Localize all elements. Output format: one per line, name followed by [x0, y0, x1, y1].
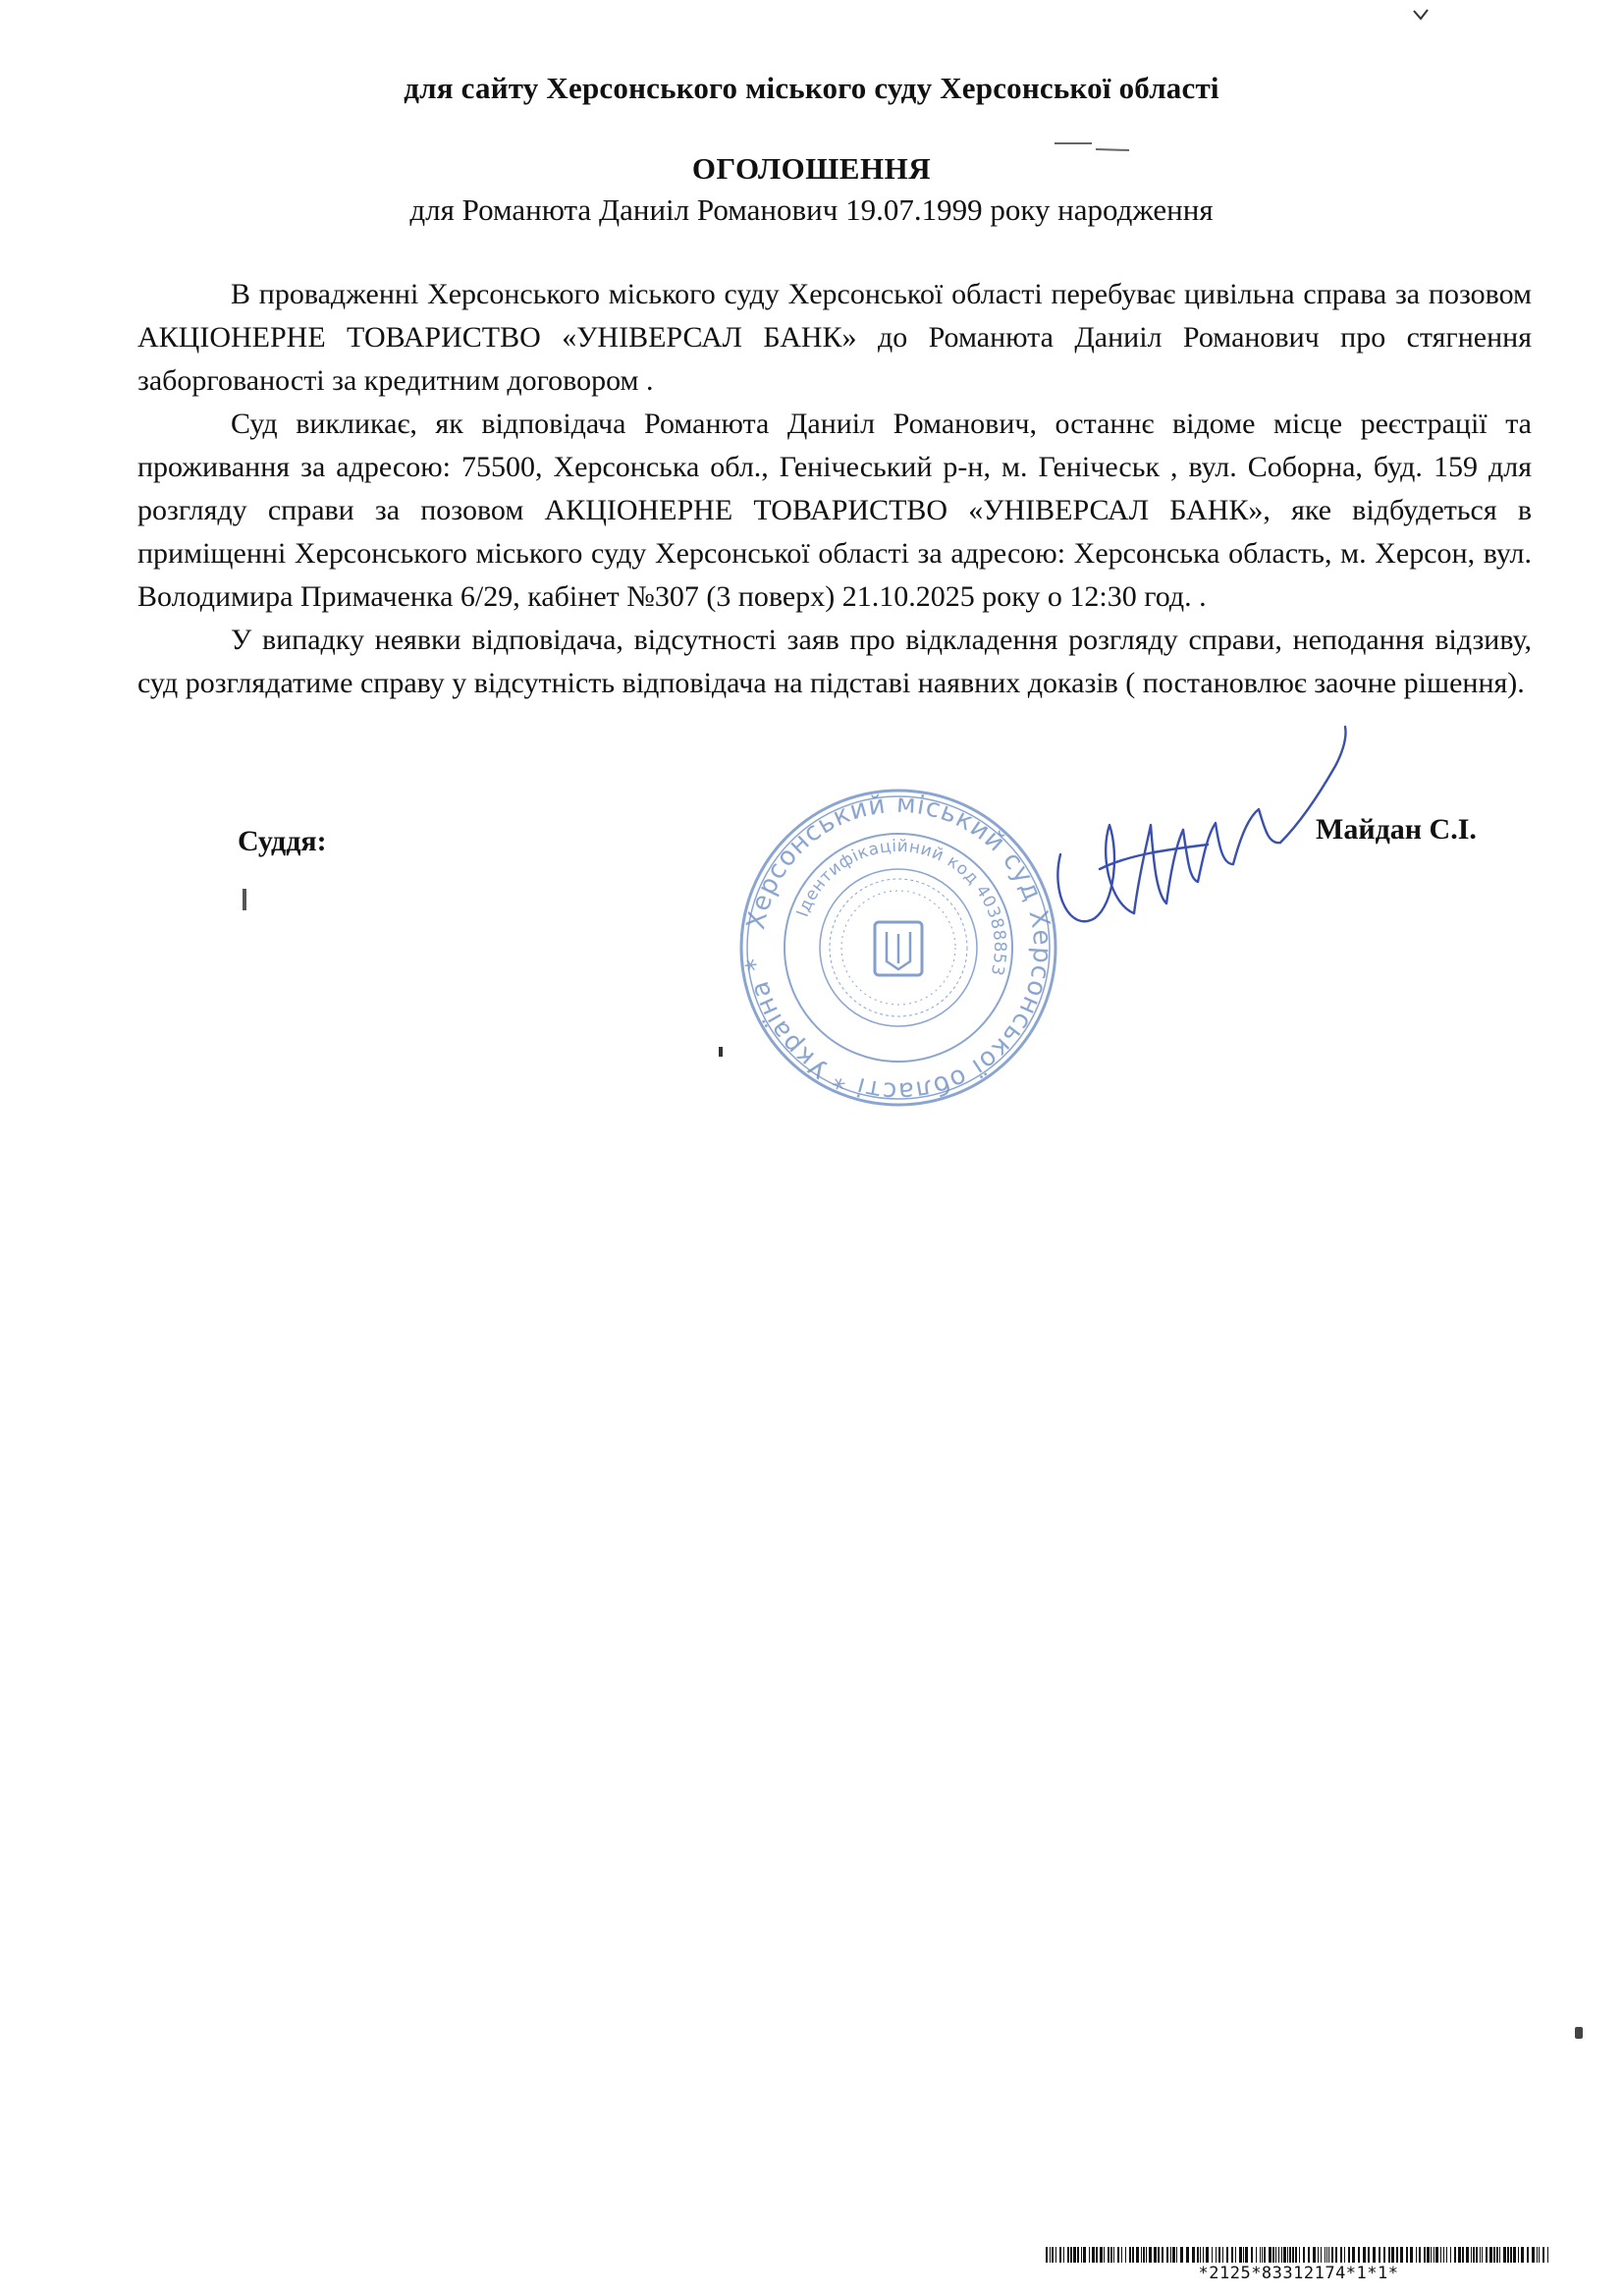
barcode-bar	[1239, 2247, 1242, 2263]
document-subtitle: для Романюта Даниіл Романович 19.07.1999 року народження	[409, 192, 1214, 227]
barcode-bar	[1146, 2247, 1147, 2263]
court-stamp	[731, 781, 1065, 1115]
barcode-bar	[1180, 2247, 1183, 2263]
barcode-bar	[1092, 2247, 1095, 2263]
barcode-bar	[1431, 2247, 1432, 2263]
barcode-bar	[1275, 2247, 1276, 2263]
barcode-bar	[1527, 2247, 1529, 2263]
scan-mark	[243, 889, 246, 910]
barcode-bar	[1081, 2247, 1082, 2263]
barcode-bar	[1518, 2247, 1519, 2263]
barcode-bar	[1117, 2247, 1119, 2263]
barcode-bar	[1206, 2247, 1209, 2263]
barcode-bar	[1287, 2247, 1288, 2263]
barcode-bar	[1132, 2247, 1134, 2263]
barcode-bar	[1400, 2247, 1403, 2263]
barcode-bar	[1260, 2247, 1261, 2263]
barcode-bar	[1521, 2247, 1524, 2263]
barcode-bar	[1083, 2247, 1086, 2263]
barcode-bar	[1096, 2247, 1098, 2263]
barcode-bar	[1416, 2247, 1417, 2263]
barcode-bar	[1331, 2247, 1333, 2263]
barcode-bar	[1547, 2247, 1548, 2263]
barcode-bar	[1379, 2247, 1380, 2263]
judge-signature	[1041, 707, 1355, 962]
barcode-bar	[1340, 2247, 1342, 2263]
barcode-bar	[1299, 2247, 1300, 2263]
scan-mark	[719, 1047, 723, 1057]
barcode-bar	[1537, 2247, 1538, 2263]
paragraph-summons: Суд викликає, як відповідача Романюта Даниіл Романович, останнє відоме місце реєстрації та проживання за адресою: 75500, Херсонська обл., Генічеський р-н, м. Генічеськ , вул. Соборна, буд. 159 для розгляду справи за позовом АКЦІОНЕРНЕ ТОВАРИСТВО «УНІВЕРСАЛ БАНК», яке відбудеться в приміщенні Херсонського міського суду Херсонської області за адресою: Херсонська область, м. Херсон, вул. Володимира Примаченка 6/29, кабінет №307 (3 поверх) 21.10.2025 року о 12:30 год. .	[137, 408, 1532, 613]
barcode-bar	[1170, 2247, 1171, 2263]
barcode-bar	[1143, 2247, 1145, 2263]
barcode-bar	[1154, 2247, 1157, 2263]
barcode-bar	[1328, 2247, 1329, 2263]
barcode-bar	[1073, 2247, 1076, 2263]
barcode-bar	[1486, 2247, 1488, 2263]
barcode-bar	[1272, 2247, 1274, 2263]
barcode-bar	[1050, 2247, 1051, 2263]
barcode-bar	[1136, 2247, 1139, 2263]
barcode-bar	[1046, 2247, 1048, 2263]
barcode-bar	[1507, 2247, 1509, 2263]
barcode-bar	[1391, 2247, 1394, 2263]
barcode-bar	[1243, 2247, 1244, 2263]
barcode-bar	[1100, 2247, 1103, 2263]
barcode-bar	[1480, 2247, 1481, 2263]
barcode-bar	[1218, 2247, 1220, 2263]
barcode-bar	[1281, 2247, 1282, 2263]
barcode-bar	[1110, 2247, 1112, 2263]
barcode-bar	[1368, 2247, 1370, 2263]
barcode-bar	[1348, 2247, 1350, 2263]
barcode-bar	[1326, 2247, 1327, 2263]
barcode-bar	[1358, 2247, 1360, 2263]
barcode-bar	[1256, 2247, 1257, 2263]
barcode-bar	[1363, 2247, 1366, 2263]
barcode-bar	[1231, 2247, 1233, 2263]
barcode-bar	[1292, 2247, 1294, 2263]
barcode-bar	[1108, 2247, 1109, 2263]
barcode-bar	[1200, 2247, 1201, 2263]
barcode-bar	[1419, 2247, 1421, 2263]
judge-name: Майдан С.І.	[1316, 813, 1477, 846]
barcode-bar	[1212, 2247, 1213, 2263]
barcode-bar	[1278, 2247, 1279, 2263]
barcode-bar	[1373, 2247, 1376, 2263]
barcode-bar	[1513, 2247, 1516, 2263]
barcode-bar	[1383, 2247, 1385, 2263]
announcement-body	[137, 273, 1532, 705]
barcode-bar	[1539, 2247, 1540, 2263]
barcode-bar	[1203, 2247, 1204, 2263]
barcode-bar	[1172, 2247, 1175, 2263]
barcode-bar	[1313, 2247, 1316, 2263]
barcode	[1046, 2247, 1551, 2286]
barcode-bar	[1149, 2247, 1152, 2263]
barcode-bar	[1055, 2247, 1056, 2263]
barcode-bar	[1052, 2247, 1054, 2263]
barcode-bars	[1046, 2247, 1551, 2263]
barcode-bar	[1496, 2247, 1498, 2263]
scan-mark	[1575, 2027, 1583, 2039]
barcode-bar	[1166, 2247, 1168, 2263]
barcode-bar	[1406, 2247, 1408, 2263]
barcode-bar	[1245, 2247, 1248, 2263]
barcode-bar	[1450, 2247, 1451, 2263]
barcode-bar	[1532, 2247, 1535, 2263]
barcode-bar	[1510, 2247, 1512, 2263]
barcode-bar	[1121, 2247, 1122, 2263]
barcode-bar	[1435, 2247, 1438, 2263]
barcode-bar	[1264, 2247, 1266, 2263]
barcode-bar	[1458, 2247, 1461, 2263]
barcode-bar	[1466, 2247, 1469, 2263]
barcode-bar	[1471, 2247, 1472, 2263]
barcode-bar	[1125, 2247, 1126, 2263]
barcode-bar	[1283, 2247, 1286, 2263]
barcode-bar	[1321, 2247, 1322, 2263]
barcode-bar	[1493, 2247, 1495, 2263]
barcode-bar	[1440, 2247, 1441, 2263]
barcode-bar	[1067, 2247, 1069, 2263]
barcode-bar	[1262, 2247, 1263, 2263]
barcode-bar	[1235, 2247, 1236, 2263]
barcode-bar	[1113, 2247, 1114, 2263]
barcode-bar	[1503, 2247, 1506, 2263]
document-title: ОГОЛОШЕННЯ	[691, 151, 932, 186]
barcode-bar	[1289, 2247, 1291, 2263]
barcode-bar	[1059, 2247, 1061, 2263]
judge-label: Суддя:	[238, 825, 327, 857]
document-header: для сайту Херсонського міського суду Херсонської області	[404, 71, 1219, 105]
barcode-bar	[1499, 2247, 1500, 2263]
barcode-bar	[1482, 2247, 1483, 2263]
barcode-bar	[1308, 2247, 1310, 2263]
paragraph-case-info: В провадженні Херсонського міського суду Херсонської області перебуває цивільна справа за позовом АКЦІОНЕРНЕ ТОВАРИСТВО «УНІВЕРСАЛ БАНК» до Романюта Даниіл Романович про стягнення заборгованості за кредитним договором .	[137, 278, 1532, 397]
barcode-bar	[1424, 2247, 1426, 2263]
scan-mark	[1412, 8, 1430, 22]
barcode-bar	[1388, 2247, 1390, 2263]
svg-text:Херсонський міський суд Херсон: Херсонський міський суд Херсонської області * Україна *	[740, 789, 1057, 1107]
barcode-bar	[1446, 2247, 1447, 2263]
barcode-bar	[1443, 2247, 1444, 2263]
barcode-bar	[1473, 2247, 1475, 2263]
barcode-bar	[1295, 2247, 1297, 2263]
svg-text:Ідентифікаційний код 40388853: Ідентифікаційний код 40388853	[792, 836, 1010, 978]
barcode-bar	[1162, 2247, 1163, 2263]
barcode-bar	[1141, 2247, 1142, 2263]
barcode-bar	[1462, 2247, 1464, 2263]
barcode-bar	[1454, 2247, 1456, 2263]
barcode-number: *2125*83312174*1*1*	[1198, 2264, 1399, 2283]
barcode-bar	[1335, 2247, 1337, 2263]
barcode-bar	[1410, 2247, 1413, 2263]
barcode-bar	[1222, 2247, 1223, 2263]
barcode-bar	[1352, 2247, 1355, 2263]
paragraph-default-notice: У випадку неявки відповідача, відсутності заяв про відкладення розгляду справи, неподання відзиву, суд розглядатиме справу у відсутність відповідача на підставі наявних доказів ( постановлює заочне рішення).	[137, 624, 1532, 699]
barcode-bar	[1226, 2247, 1228, 2263]
barcode-bar	[1216, 2247, 1217, 2263]
barcode-bar	[1070, 2247, 1072, 2263]
barcode-bar	[1396, 2247, 1398, 2263]
barcode-bar	[1104, 2247, 1105, 2263]
barcode-bar	[1063, 2247, 1064, 2263]
barcode-bar	[1303, 2247, 1305, 2263]
barcode-bar	[1158, 2247, 1160, 2263]
barcode-bar	[1489, 2247, 1492, 2263]
barcode-bar	[1129, 2247, 1131, 2263]
barcode-bar	[1542, 2247, 1544, 2263]
barcode-bar	[1344, 2247, 1345, 2263]
barcode-bar	[1176, 2247, 1177, 2263]
barcode-bar	[1318, 2247, 1319, 2263]
barcode-bar	[1192, 2247, 1195, 2263]
barcode-bar	[1089, 2247, 1090, 2263]
barcode-bar	[1427, 2247, 1430, 2263]
barcode-bar	[1269, 2247, 1271, 2263]
barcode-bar	[1186, 2247, 1189, 2263]
barcode-bar	[1197, 2247, 1199, 2263]
barcode-bar	[1476, 2247, 1478, 2263]
barcode-bar	[1077, 2247, 1079, 2263]
barcode-bar	[1251, 2247, 1253, 2263]
